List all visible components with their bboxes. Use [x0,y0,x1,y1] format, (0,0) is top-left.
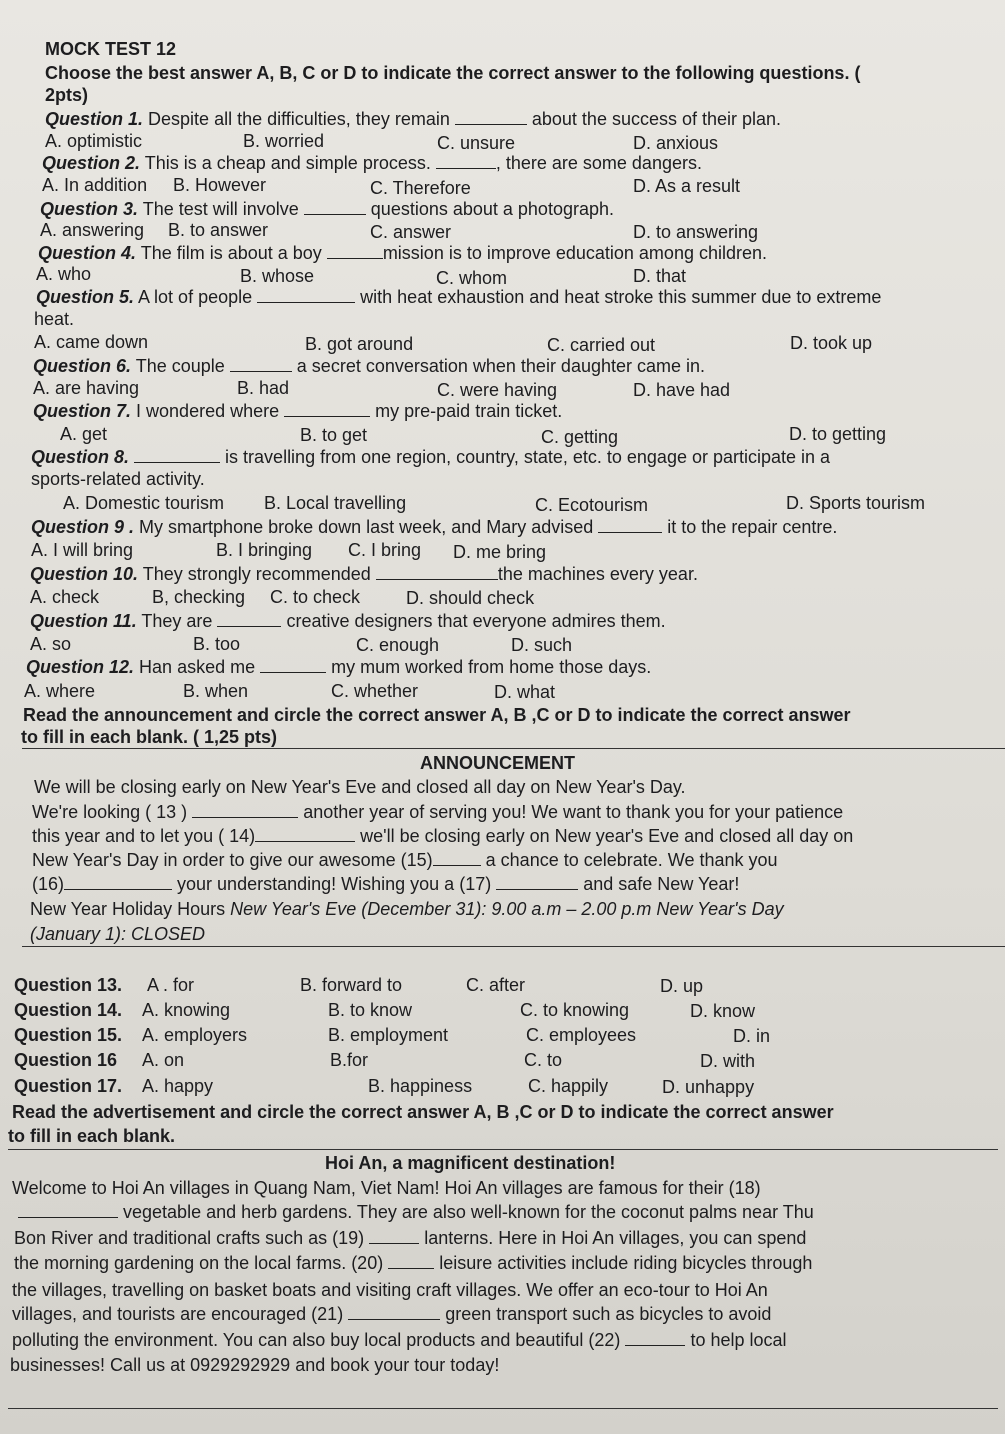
option-c[interactable]: C. were having [437,380,558,400]
option-d[interactable]: D. in [733,1026,771,1046]
option-c[interactable]: C. to check [270,587,361,607]
question-4: Question 4. The film is about a boy mission is to improve education among children. [38,243,767,263]
option-d[interactable]: D. unhappy [662,1077,755,1097]
question-14: Question 14. [14,1000,123,1020]
option-d[interactable]: D. As a result [633,176,741,196]
answer-blank [134,448,220,463]
answer-blank [230,357,292,372]
question-3: Question 3. The test will involve questions about a photograph. [40,199,614,219]
question-16: Question 16 [14,1050,118,1070]
advertisement-line: Welcome to Hoi An villages in Quang Nam, Viet Nam! Hoi An villages are famous for their (18) [12,1178,761,1198]
section3-instruction-cont: to fill in each blank. [8,1126,176,1146]
question-10: Question 10. They strongly recommended the machines every year. [30,564,698,584]
advertisement-line: villages, and tourists are encouraged (21) green transport such as bicycles to avoid [12,1304,772,1324]
answer-blank [260,658,326,673]
question-8: Question 8. is travelling from one region, country, state, etc. to engage or participate in a [31,447,831,467]
option-a[interactable]: A. are having [33,378,140,398]
section1-points: 2pts) [45,85,89,105]
answer-blank [348,1305,440,1320]
answer-blank [327,244,383,259]
option-c[interactable]: C. carried out [547,335,656,355]
answer-blank [625,1331,685,1346]
section2-points: to fill in each blank. ( 1,25 pts) [21,727,278,747]
option-a[interactable]: A. employers [142,1025,248,1045]
answer-blank [217,612,281,627]
answer-blank [455,110,527,125]
option-b[interactable]: B. I bringing [216,540,313,560]
option-d[interactable]: D. should check [406,588,535,608]
option-c[interactable]: C. Therefore [370,178,471,198]
option-b[interactable]: B. happiness [368,1076,473,1096]
option-b[interactable]: B. too [193,634,241,654]
answer-blank [433,851,481,866]
option-c[interactable]: C. answer [370,222,452,242]
option-c[interactable]: C. enough [356,635,440,655]
option-a[interactable]: A. answering [40,220,145,240]
question-8-continued: sports-related activity. [31,469,205,489]
announcement-line: We're looking ( 13 ) another year of serving you! We want to thank you for your patience [32,802,844,822]
option-d[interactable]: D. me bring [453,542,547,562]
advertisement-line: the morning gardening on the local farms. (20) leisure activities include riding bicycles through [14,1253,813,1273]
option-a[interactable]: A. check [30,587,100,607]
option-a[interactable]: A. who [36,264,92,284]
option-b[interactable]: B. whose [240,266,315,286]
option-c[interactable]: C. happily [528,1076,609,1096]
answer-blank [304,200,366,215]
option-b[interactable]: B. got around [305,334,414,354]
section1-instruction: Choose the best answer A, B, C or D to indicate the correct answer to the following questions. ( [45,63,861,83]
option-c[interactable]: C. to knowing [520,1000,630,1020]
option-a[interactable]: A. Domestic tourism [63,493,225,513]
answer-blank [496,875,578,890]
announcement-line: New Year's Day in order to give our awesome (15) a chance to celebrate. We thank you [32,850,778,870]
answer-blank [284,402,370,417]
question-15: Question 15. [14,1025,123,1045]
option-a[interactable]: A. I will bring [31,540,134,560]
option-c[interactable]: C. whether [331,681,419,701]
announcement-line: (16) your understanding! Wishing you a (17) and safe New Year! [32,874,740,894]
advertisement-line: polluting the environment. You can also buy local products and beautiful (22) to help local [12,1330,787,1350]
advertisement-line: vegetable and herb gardens. They are also well-known for the coconut palms near Thu [18,1201,814,1223]
question-2: Question 2. This is a cheap and simple process. , there are some dangers. [42,153,702,173]
question-5: Question 5. A lot of people with heat exhaustion and heat stroke this summer due to extreme [36,287,882,307]
advertisement-line: Bon River and traditional crafts such as (19) lanterns. Here in Hoi An villages, you can spend [14,1228,807,1248]
divider [8,1149,998,1150]
question-11: Question 11. They are creative designers that everyone admires them. [30,611,666,631]
option-a[interactable]: A. where [24,681,96,701]
answer-blank [369,1229,419,1244]
answer-blank [598,518,662,533]
answer-blank [64,875,172,890]
option-b[interactable]: B. Local travelling [264,493,407,513]
advertisement-line: businesses! Call us at 0929292929 and book your tour today! [10,1355,500,1375]
option-b[interactable]: B. forward to [300,975,403,995]
option-d[interactable]: D. anxious [633,133,719,153]
question-13: Question 13. [14,975,123,995]
option-d[interactable]: D. what [494,682,556,702]
option-b[interactable]: B. when [183,681,249,701]
question-9: Question 9 . My smartphone broke down last week, and Mary advised it to the repair centre. [31,517,838,537]
option-c[interactable]: C. employees [526,1025,637,1045]
announcement-hours: New Year Holiday Hours New Year's Eve (December 31): 9.00 a.m – 2.00 p.m New Year's Day [30,899,784,919]
answer-blank [255,827,355,842]
option-c[interactable]: C. I bring [348,540,422,560]
answer-blank [388,1254,434,1269]
option-b[interactable]: B. had [237,378,290,398]
option-b[interactable]: B. worried [243,131,325,151]
option-b[interactable]: B. employment [328,1025,449,1045]
answer-blank [436,154,496,169]
question-12: Question 12. Han asked me my mum worked from home those days. [26,657,652,677]
option-d[interactable]: D. with [700,1051,756,1071]
announcement-hours-cont: (January 1): CLOSED [30,924,206,944]
option-c[interactable]: C. getting [541,427,619,447]
option-d[interactable]: D. have had [633,380,731,400]
question-1: Question 1. Despite all the difficulties, they remain about the success of their plan. [45,109,782,129]
question-5-continued: heat. [34,309,75,329]
test-title: MOCK TEST 12 [45,39,177,59]
answer-blank [376,565,498,580]
answer-blank [192,803,298,818]
announcement-line: this year and to let you ( 14) we'll be closing early on New year's Eve and closed all day on [32,826,854,846]
option-a[interactable]: A. on [142,1050,185,1070]
option-a[interactable]: A. happy [142,1076,214,1096]
option-b[interactable]: B. to answer [168,220,269,240]
option-d[interactable]: D. that [633,266,687,286]
announcement-title: ANNOUNCEMENT [420,753,575,773]
option-a[interactable]: A. get [60,424,108,444]
advertisement-title: Hoi An, a magnificent destination! [325,1153,616,1173]
announcement-line: We will be closing early on New Year's Eve and closed all day on New Year's Day. [34,777,686,797]
option-d[interactable]: D. up [660,976,704,996]
option-d[interactable]: D. took up [790,333,873,353]
advertisement-line: the villages, travelling on basket boats and visiting craft villages. We offer an eco-tour to Hoi An [12,1280,768,1300]
option-a[interactable]: A. so [30,634,72,654]
option-c[interactable]: C. whom [436,268,508,288]
section2-instruction: Read the announcement and circle the correct answer A, B ,C or D to indicate the correct answer [23,705,851,725]
question-7: Question 7. I wondered where my pre-paid train ticket. [33,401,563,421]
option-b[interactable]: B.for [330,1050,369,1070]
answer-blank [18,1203,118,1218]
option-c[interactable]: C. to [524,1050,563,1070]
question-6: Question 6. The couple a secret conversation when their daughter came in. [33,356,706,376]
option-c[interactable]: C. Ecotourism [535,495,649,515]
option-b[interactable]: B. However [173,175,267,195]
option-a[interactable]: A . for [147,975,195,995]
option-c[interactable]: C. unsure [437,133,516,153]
divider [22,946,1005,947]
option-a[interactable]: A. optimistic [45,131,143,151]
option-c[interactable]: C. after [466,975,526,995]
option-d[interactable]: D. to getting [789,424,887,444]
option-a[interactable]: A. knowing [142,1000,231,1020]
divider [8,1408,998,1409]
option-d[interactable]: D. such [511,635,573,655]
divider [22,748,1005,749]
option-b[interactable]: B, checking [152,587,246,607]
option-b[interactable]: B. to know [328,1000,413,1020]
option-d[interactable]: D. know [690,1001,756,1021]
option-d[interactable]: D. Sports tourism [786,493,926,513]
option-a[interactable]: A. came down [34,332,149,352]
option-a[interactable]: A. In addition [42,175,148,195]
option-d[interactable]: D. to answering [633,222,759,242]
option-b[interactable]: B. to get [300,425,368,445]
answer-blank [257,288,355,303]
section3-instruction: Read the advertisement and circle the correct answer A, B ,C or D to indicate the correct answer [12,1102,834,1122]
question-17: Question 17. [14,1076,123,1096]
